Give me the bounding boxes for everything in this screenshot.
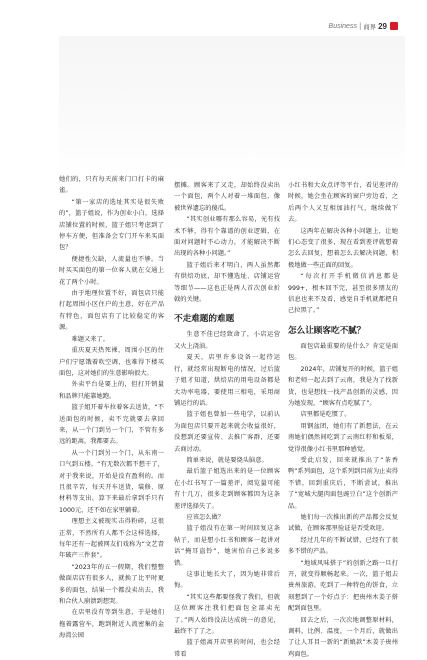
paragraph: 外卖平台是要上的，但打开销量和品牌只能靠她跑。 [59,381,164,400]
paragraph: 便捷性欠缺，人流量也不够。当时买买面包的第一位客人就在交通上花了两个小时。 [59,255,164,286]
paragraph: 用钢盆团，她们有了新想法，在云南她们偶然间吃到了云南红籽和板栗，觉得很像小红书里那种感觉。 [288,422,398,453]
paragraph: 难题又来了。 [71,335,109,343]
article-column-3 [288,180,398,660]
paragraph: “2023年的五一假期，我们整整做面店店有很多人，就换了比平时更多的面包，结果一个都没卖出去，我和合伙人崩溃到想哭。 [59,563,164,606]
paragraph: “其实这些都要怪我了我们，但就这位顾客注我们把面包全部卖光了。”两人始终没法达成统一的意见，最终不了了之。 [174,593,280,636]
article-column-1 [59,174,164,642]
paragraph: 店里都是吃惯了。 [300,411,351,419]
paragraph: 由于地理位置不好，面包店只能打起周围小区住户的主意，好在产品有特色，面包店有了比较稳定的客源。 [59,290,164,332]
paragraph: 受此启发，回来就推出了“茶香鸭”系列面包，这个系列到目前为止卖得不错，回到重庆后，不断尝试，推出了“宽城大腿肉面包豌豆白”这个创新产品。 [288,456,398,510]
paragraph: 篮子姐没有在第一时间回复这条帖子，而是想小红书和顾客一起讲对话“掩耳盗铃”，她害怕自己多说多错。 [174,525,280,567]
paragraph: 生意不佳已经致命了，小店运营又火上浇油。 [174,331,280,350]
paragraph: 这两年在解决各种小问题上，让她们心态变了很多，现在看到差评就想着怎么去回复，想着怎么去解决问题，积极地做一些正面的回复。 [288,227,398,269]
page-marker-icon [390,22,398,30]
top-photo [59,36,405,174]
paragraph: 篮子姐后来才明白，两人虽然都有烘焙功底，却不懂选址、店铺运营等细节——这也正是两人首次创业折戟的关键。 [174,261,280,304]
article-column-2 [174,180,280,660]
paragraph: 篮子姐离开店里的时间，也会经常看 [174,639,280,658]
paragraph: 重庆夏天热死裸，周围小区的住户们宁愿饿着吹空调，也难得下楼买面包，这对她们的生意影响很大。 [59,347,164,377]
header-section-label: Business [328,22,357,30]
paragraph: 回去之后，一次次地调整原材料，调料，比例、温度，一个月后，就做出了让人耳目一新的“新娘款”木姜子贵州鸡面包。 [288,616,398,658]
paragraph: 从一个门到另一个门，从东南一口气到五楼。“有无数次都不想干了，对于我来说，开始是没有盈利的。而且很辛苦，每天开车送货，装修、原材料等支出，算下来最后拿到手只有1000元，还不如在家里躺着。 [59,449,164,514]
paragraph: 理想主义被现实击得粉碎，这很正常，不然所有人都不会这样选择，每年还有一起被网友们戏称为“文艺青年破产三件套”。 [59,518,164,560]
paragraph: 最后篮子姐选出来的是一位顾客在小红书写了一篇差评，阅览量可能有十几万，很多走到顾客都因为这条差评选择失了。 [174,468,280,510]
paragraph: “每次打开手机微信消息都是999+，根本回不完，甚至很多朋友的信息也来不及看，感觉自手机就都把自己拉黑了。” [288,273,398,315]
paragraph: 小红书和大众点评等平台，看见差评的时候，她会坐在顾客的窗户旁边看，之后两个人又互相加油打气，继续做下去。 [288,182,398,224]
paragraph: 摆摊。顾客来了又走，却始终没卖出一个面包，两个人对着一堆面包，像被世界遗忘的傻瓜。 [174,182,280,212]
paragraph: “第一家店的选址其实是很失败的”，篮子姐说，作为创业小白，选择店铺位置的时候，篮子姐只考虑到了停车方便，但准备会专门开车来买面包？ [59,198,164,252]
header-channel-label: 商界 [363,22,377,31]
paragraph: 在店里没有等到生意，于是她们拖着露营车，跑到附近人流密集的金海湾公园 [59,609,164,640]
section-heading: 不走难题的难题 [174,314,235,325]
header-separator: | [358,22,362,30]
page-header [329,20,398,32]
paragraph: 篮子姐开着车拉着客去送货，“不送面包的时候，卖不完就要去拿回来，从一个门到另一个门，不管有多远的距离，我都要去。 [59,404,164,446]
paragraph: 篮子姐也曾加一些电学，以前认为面包店只要开起来就会收益很好，没想到还要宣传、去推广客群，还要去商讨动。 [174,411,280,453]
paragraph: 应该怎么做？ [186,513,224,521]
page-number: 29 [378,21,387,31]
paragraph: 面包店最重要的是什么？肯定是面包。 [288,342,398,362]
section-heading: 怎么让顾客吃不腻？ [288,325,366,336]
paragraph: “地域风味搭子”的创新之路一旦打开，就变得顺畅起来。一次，篮子姐去贵州旅游，吃到了一种特色的饼食，立刻想到了一个好点子：把贵州木姜子搭配到面包里。 [288,559,398,613]
paragraph: 简单来说，就是要烧头脑意。 [186,456,268,464]
paragraph: “其实创业哪有那么容易，光有技术不够，得有个靠谱的创业逻辑，在面对问题时不心动力，才能解决不断出现的各种小问题。” [174,216,280,258]
paragraph: 这事让她长大了，因为她非常后悔。 [174,571,280,590]
paragraph: 她们每一次推出新的产品都会反复试做，在顾客那里验证是否受欢迎。 [288,513,398,533]
paragraph: 夏天，店里许多设备一起待运行，就经常出现断电的情况，过后篮子姐才知道，烘焙店的用电设备都是大功率电器，要使用三相电，采用商铺运行的话。 [174,354,280,407]
paragraph: 她们的，只有每天前来门口打卡的麻雀。 [59,176,164,195]
paragraph: 经过几年的不断试错，已经有了很多不错的产品。 [288,536,398,556]
paragraph: 2024年，店铺复开的时候，篮子姐和老师一起去到了云南，我是为了找新货，也是想找一找产品创新的灵感，因为她发现，“顾客有点吃腻了”。 [288,365,398,407]
